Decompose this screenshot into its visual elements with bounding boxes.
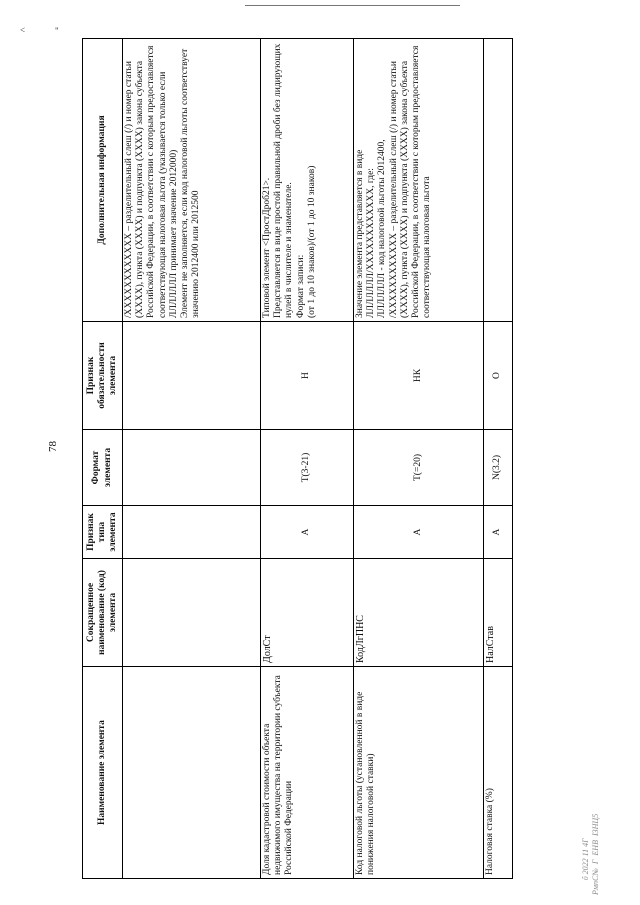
scan-edge-line xyxy=(245,5,460,6)
cell-format xyxy=(123,430,261,506)
cell-required: НК xyxy=(354,322,484,430)
registration-stamp-line-2: РмпС№ Г ΕНВ Ι3НЦ5 xyxy=(591,813,600,895)
cell-type: А xyxy=(354,506,484,559)
table-header-row xyxy=(83,39,123,879)
table-row xyxy=(354,39,484,879)
cell-format: T(3-21) xyxy=(261,430,354,506)
cell-format: N(3.2) xyxy=(484,430,513,506)
cell-name: Код налоговой льготы (установленной в виде понижения налоговой ставки) xyxy=(354,667,484,879)
table-row xyxy=(261,39,354,879)
page-number: 78 xyxy=(47,441,59,452)
cell-info: /XXXXXXXXXXXX – разделительный слеш (/) и номер статьи (XXXX), пункта (XXXX) и подпункта (XXXX) закона субъекта Российской Федерации, в соответствии с которым предоставляется соответствующая налоговая льгота (указывается только если ЛЛЛЛЛЛЛ принимает значение 2012000) Элемент не заполняется, если код налоговой льготы соответствует значению 2012400 или 2012500 xyxy=(123,39,261,322)
cell-info xyxy=(484,39,513,322)
header-additional-info: Дополнительная информация xyxy=(83,39,123,322)
cell-type xyxy=(123,506,261,559)
element-table xyxy=(82,38,513,879)
cell-code xyxy=(123,559,261,667)
header-element-code: Сокращенное наименование (код) элемента xyxy=(83,559,123,667)
scan-mark-left: ˂ xyxy=(20,25,26,35)
cell-name xyxy=(123,667,261,879)
header-element-format: Формат элемента xyxy=(83,430,123,506)
cell-name: Налоговая ставка (%) xyxy=(484,667,513,879)
cell-info: Значение элемента представляется в виде ЛЛЛЛЛЛЛ/XXXXXXXXXXXX, где: ЛЛЛЛЛЛЛ - код налоговой льготы 2012400, /XXXXXXXXXXXX – разделительный слеш (/) и номер статьи (XXXX), пункта (XXXX) и подпункта (XXXX) закона субъекта Российской Федерации, в соответствии с которым предоставляется соответствующая налоговая льгота xyxy=(354,39,484,322)
cell-format: T(=20) xyxy=(354,430,484,506)
cell-name: Доля кадастровой стоимости объекта недвижимого имущества на территории субъекта Российской Федерации xyxy=(261,667,354,879)
registration-stamp-line-1: ΰ 2022 11 4Г xyxy=(581,838,590,880)
cell-required: О xyxy=(484,322,513,430)
header-element-type: Признак типа элемента xyxy=(83,506,123,559)
cell-code: ДолСт xyxy=(261,559,354,667)
cell-code: КодЛгПНС xyxy=(354,559,484,667)
cell-type: А xyxy=(261,506,354,559)
cell-required: Н xyxy=(261,322,354,430)
cell-type: А xyxy=(484,506,513,559)
table-row xyxy=(123,39,261,879)
cell-code: НалСтав xyxy=(484,559,513,667)
element-table-container xyxy=(82,39,512,879)
cell-info: Типовой элемент <ПростДроб21>. Представляется в виде простой правильной дроби без лидирующих нулей в числителе и знаменателе. Формат записи: (от 1 до 10 знаков)/(от 1 до 10 знаков) xyxy=(261,39,354,322)
scan-mark-right: " xyxy=(55,26,59,36)
cell-required xyxy=(123,322,261,430)
header-element-required: Признак обязательности элемента xyxy=(83,322,123,430)
table-row xyxy=(484,39,513,879)
header-element-name: Наименование элемента xyxy=(83,667,123,879)
